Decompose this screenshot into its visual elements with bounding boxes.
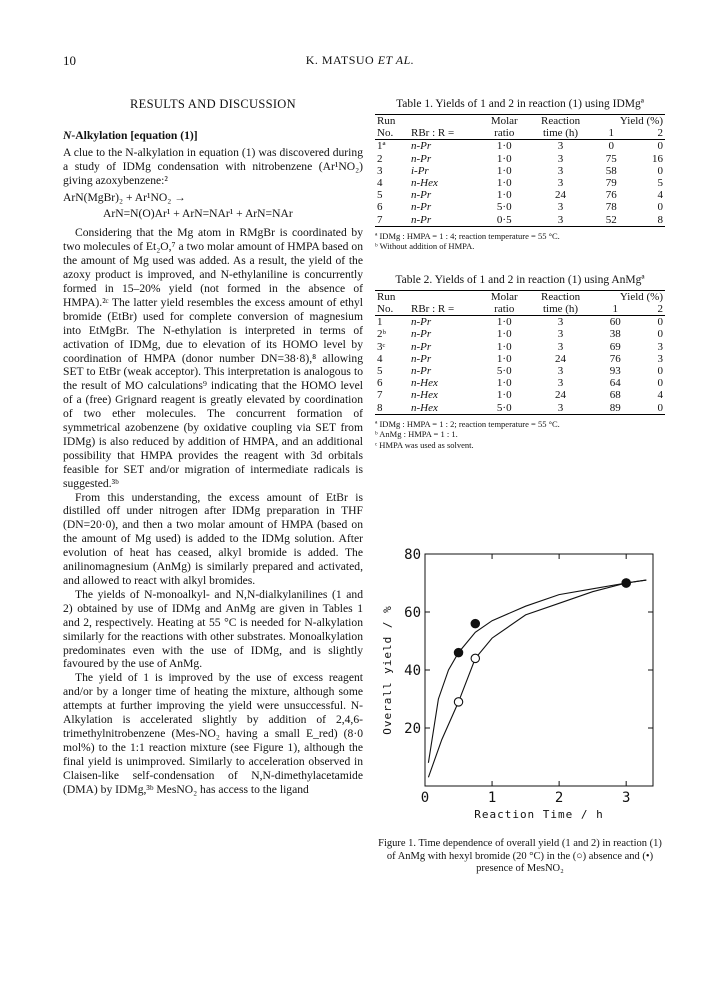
table-cell: 75 — [605, 152, 617, 165]
table-cell: n-Pr — [409, 214, 481, 227]
t2-head-rbr: RBr : R = — [409, 303, 481, 316]
table-row — [375, 165, 665, 177]
table2 — [375, 290, 665, 415]
table-cell: n-Pr — [410, 365, 432, 378]
t1-head-y2: 2 — [629, 127, 665, 140]
table-cell: 8 — [629, 214, 665, 227]
table-cell: 7 — [375, 214, 409, 227]
table-cell: 4 — [657, 189, 663, 202]
t1-head-molar: Molar — [481, 115, 528, 128]
x-tick-label: 1 — [487, 790, 497, 806]
table1-body — [375, 140, 665, 226]
paragraph-4: The yields of N-monoalkyl- and N,N-dialkylanilines (1 and 2) obtained by use of IDMg and AnMg are given in Tables 1 and 2, respectively. Heating at 55 °C is needed for N-alkylation similarly for the reactions with other substrates. Monoalkylation predominates even with the use of IDMg, and is slightly favoured by the use of AnMg. — [63, 587, 363, 671]
x-axis-label: Reaction Time / h — [474, 808, 604, 821]
fit-curve — [428, 580, 646, 763]
table-cell: 1·0 — [496, 164, 512, 177]
table-cell: 52 — [593, 214, 629, 227]
t1-head-reaction: Reaction — [528, 115, 594, 128]
table-cell: 3 — [528, 402, 594, 415]
table-cell: 0 — [637, 402, 665, 415]
table-cell: 3 — [557, 328, 564, 341]
table-cell: 1·0 — [496, 189, 512, 202]
table-cell: 0 — [657, 377, 663, 390]
table-cell: 1·0 — [496, 316, 512, 329]
table-cell: 93 — [609, 365, 621, 378]
running-etal: ET AL. — [377, 53, 415, 67]
x-tick-label: 3 — [621, 790, 631, 806]
table-cell: 5 — [377, 189, 383, 202]
table-cell: n-Pr — [410, 340, 432, 353]
table-cell: 38 — [609, 328, 621, 341]
table-cell: 0 — [608, 140, 614, 153]
table-cell: 1·0 — [496, 377, 512, 390]
section-title: RESULTS AND DISCUSSION — [130, 97, 296, 111]
table-row — [375, 328, 665, 340]
table-row — [375, 177, 665, 189]
table-cell: 24 — [555, 389, 567, 402]
t2-foot-a: ª IDMg : HMPA = 1 : 2; reaction temperature = 55 °C. — [375, 418, 560, 429]
table-cell: 3 — [377, 164, 383, 177]
figure-1-chart — [375, 540, 665, 840]
table-cell: 64 — [609, 377, 621, 390]
table-cell: 79 — [605, 177, 617, 190]
table-cell: 1·0 — [496, 340, 512, 353]
t2-head-no: No. — [375, 303, 409, 316]
table-cell: 60 — [609, 316, 621, 329]
data-point-open — [471, 654, 479, 662]
table-cell: 76 — [609, 352, 621, 365]
table-cell: 3 — [557, 177, 564, 190]
table-cell: 3ᶜ — [377, 340, 386, 353]
data-point-open — [454, 698, 462, 706]
table-cell: 24 — [555, 352, 567, 365]
y-axis-label: Overall yield / % — [381, 605, 394, 735]
table-cell: 1·0 — [496, 177, 512, 190]
table-cell: n-Pr — [410, 316, 432, 329]
t1-head-y1: 1 — [593, 127, 629, 140]
table-cell: 4 — [377, 352, 383, 365]
subhead-italic: N — [63, 128, 72, 142]
running-authors: K. MATSUO — [305, 53, 375, 67]
t1-foot-b: ᵇ Without addition of HMPA. — [375, 241, 475, 252]
table-cell: 3 — [557, 140, 564, 153]
table-cell: 24 — [555, 189, 567, 202]
t2-foot-c: ᶜ HMPA was used as solvent. — [375, 439, 474, 450]
table-cell: 76 — [605, 189, 617, 202]
table-cell: 0 — [657, 316, 663, 329]
y-tick-label: 40 — [404, 663, 421, 679]
table-cell: 3 — [557, 201, 564, 214]
equation-line-1: ArN(MgBr)₂ + Ar¹NO₂ → — [63, 190, 186, 204]
plot-frame — [425, 554, 653, 786]
table-cell: 3 — [657, 352, 663, 365]
table-cell: 1ª — [377, 140, 386, 153]
table-cell: n-Pr — [410, 352, 432, 365]
t2-head-reaction: Reaction — [528, 290, 594, 303]
figure-1 — [375, 540, 665, 840]
t1-foot-a: ª IDMg : HMPA = 1 : 4; reaction temperature = 55 °C. — [375, 230, 560, 241]
table-cell: 5·0 — [481, 402, 528, 415]
table-cell: n-Pr — [410, 140, 432, 153]
table-row — [375, 189, 665, 201]
t2-head-y1: 1 — [593, 303, 637, 316]
right-column — [375, 98, 665, 450]
table-cell: 0·5 — [481, 214, 528, 227]
table-cell: 58 — [605, 164, 617, 177]
t1-head-rbr: RBr : R = — [409, 127, 481, 140]
table-row — [375, 214, 665, 227]
table-cell: n-Pr — [410, 328, 432, 341]
table1-footnotes — [375, 231, 665, 252]
paragraph-3: From this understanding, the excess amount of EtBr is distilled off under nitrogen after IDMg preparation in THF (DN=20·0), and then a two molar amount of HMPA (based on the amount of Mg used) is added to the IDMg solution. After evolution of heat has ceased, alkyl bromide is added. The anilinomagnesium (AnMg) is similarly prepared and activated, and allowed to react with alkyl bromides. — [63, 490, 363, 587]
table-cell: 3 — [557, 152, 564, 165]
table-cell: 0 — [657, 164, 663, 177]
table-cell: 5 — [377, 365, 383, 378]
table-row — [375, 402, 665, 415]
table-cell: 1 — [377, 316, 383, 329]
t2-head-yield: Yield (%) — [593, 290, 665, 303]
y-tick-label: 60 — [404, 605, 421, 621]
table-cell: 2ᵇ — [377, 328, 386, 341]
table-row — [375, 341, 665, 353]
table-cell: 3 — [657, 340, 663, 353]
table-cell: n-Pr — [410, 152, 432, 165]
table-cell: 16 — [652, 152, 663, 165]
table-cell: 1·0 — [496, 152, 512, 165]
table-cell: i-Pr — [410, 164, 429, 177]
t2-head-molar: Molar — [481, 290, 528, 303]
data-point-filled — [471, 619, 479, 627]
table-row — [375, 140, 665, 153]
y-tick-label: 20 — [404, 721, 421, 737]
table-cell: 3 — [557, 164, 564, 177]
table-cell: 2 — [377, 152, 383, 165]
table-cell: 3 — [528, 214, 594, 227]
equation-line-2: ArN=N(O)Ar¹ + ArN=NAr¹ + ArN=NAr — [103, 207, 293, 221]
table-row — [375, 316, 665, 329]
table-cell: 78 — [605, 201, 617, 214]
t2-head-y2: 2 — [637, 303, 665, 316]
table-cell: 6 — [377, 201, 383, 214]
paragraph-1: A clue to the N-alkylation in equation (1) was discovered during a study of IDMg condensation with nitrobenzene (Ar¹NO₂) giving azoxybenzene:² — [63, 145, 363, 187]
table-cell: 3 — [557, 365, 564, 378]
data-point-filled — [454, 648, 462, 656]
table-cell: 5 — [657, 177, 663, 190]
table-row — [375, 377, 665, 389]
table1-caption: Table 1. Yields of 1 and 2 in reaction (1) using IDMgª — [396, 98, 644, 110]
table-cell: 3 — [557, 377, 564, 390]
table-cell: 0 — [657, 201, 663, 214]
table-row — [375, 389, 665, 401]
table2-body — [375, 316, 665, 415]
table-cell: 7 — [377, 389, 383, 402]
table-cell: n-Pr — [410, 201, 432, 214]
table-cell: n-Hex — [409, 402, 481, 415]
left-column — [63, 98, 363, 797]
table-cell: n-Hex — [410, 389, 438, 402]
t2-head-time: time (h) — [528, 303, 594, 316]
table-cell: 6 — [377, 377, 383, 390]
subsection-heading — [63, 129, 363, 143]
data-point-filled — [622, 579, 630, 587]
fit-curve — [428, 580, 646, 777]
table-cell: n-Hex — [410, 377, 438, 390]
t1-head-no: No. — [375, 127, 409, 140]
table-cell: 0 — [657, 140, 663, 153]
table-cell: 69 — [609, 340, 621, 353]
table-cell: 0 — [657, 328, 663, 341]
y-tick-label: 80 — [404, 547, 421, 563]
table-row — [375, 365, 665, 377]
table-cell: 1·0 — [496, 140, 512, 153]
table-cell: 0 — [657, 365, 663, 378]
paragraph-5: The yield of 1 is improved by the use of excess reagent and/or by a longer time of heating the mixture, although some attempts at further improving the yield were unsuccessful. N-Alkylation is accelerated slightly by addition of 2,4,6-trimethylnitrobenzene (Mes-NO₂ having a small E_red) (8·0 mol%) to the 1:1 reaction mixture (see Figure 1), although the final yield is unimproved. Similarly to acceleration observed in Claisen-like self-condensation of N,N-dimethylacetamide (DMA) by IDMg,³ᵇ MesNO₂ has access to the ligand — [63, 671, 363, 796]
x-tick-label: 0 — [420, 790, 430, 806]
t1-head-time: time (h) — [528, 127, 594, 140]
table-cell: n-Hex — [410, 177, 438, 190]
page-number: 10 — [63, 53, 76, 68]
table-cell: 1·0 — [496, 352, 512, 365]
t1-head-ratio: ratio — [481, 127, 528, 140]
running-header — [0, 53, 720, 68]
table2-caption: Table 2. Yields of 1 and 2 in reaction (1) using AnMgª — [395, 273, 645, 286]
table-cell: 3 — [557, 340, 564, 353]
t2-foot-b: ᵇ AnMg : HMPA = 1 : 1. — [375, 429, 458, 440]
table2-footnotes — [375, 419, 665, 451]
t1-head-run: Run — [375, 115, 409, 128]
t2-head-ratio: ratio — [481, 303, 528, 316]
table-cell: 68 — [609, 389, 621, 402]
table-row — [375, 153, 665, 165]
table1 — [375, 114, 665, 227]
paragraph-2: Considering that the Mg atom in RMgBr is coordinated by two molecules of Et₂O,⁷ a two molar amount of HMPA based on the amount of Mg used was added. As a result, the yield of the azoxy product is improved, and N-ethylaniline is concurrently formed in 15–20% yield (not formed in the absence of HMPA).²ᶜ The latter yield resembles the excess amount of ethyl bromide (EtBr) used for complete conversion of magnesium into EtMgBr. The N-ethylation is interpreted in terms of activation of IDMg, due to elevation of its HOMO level by coordination of HMPA (donor number DN=38·8),⁸ allowing SET to EtBr (weak acceptor). This interpretation is analogous to the result of MO calculations⁹ indicating that the HOMO level of a (free) Grignard reagent is greatly elevated by coordination of two ether molecules. The concurrent formation of symmetrical azobenzene (by oxidative coupling via SET from IDMg) is also reduced by addition of HMPA, and an additional possibility that HMPA provides the reagent with 3d orbitals feasible for SET and/or migration of intermediate radicals is suggested.³ᵇ — [63, 226, 363, 490]
table-cell: 3 — [557, 316, 564, 329]
table-row — [375, 353, 665, 365]
t1-head-yield: Yield (%) — [593, 115, 665, 128]
table-cell: 5·0 — [496, 201, 512, 214]
table-cell: 4 — [377, 177, 383, 190]
table-cell: 89 — [593, 402, 637, 415]
table-cell: 1·0 — [496, 389, 512, 402]
table-cell: 5·0 — [496, 365, 512, 378]
subhead-text: -Alkylation [equation (1)] — [71, 128, 198, 142]
t2-head-run: Run — [375, 290, 409, 303]
x-tick-label: 2 — [554, 790, 564, 806]
table-cell: n-Pr — [410, 189, 432, 202]
table-row — [375, 201, 665, 213]
table-cell: 8 — [375, 402, 409, 415]
table-cell: 4 — [657, 389, 663, 402]
table-cell: 1·0 — [496, 328, 512, 341]
figure-1-caption: Figure 1. Time dependence of overall yield (1 and 2) in reaction (1) of AnMg with hexyl bromide (20 °C) in the (○) absence and (•) presence of MesNO₂ — [378, 838, 662, 874]
